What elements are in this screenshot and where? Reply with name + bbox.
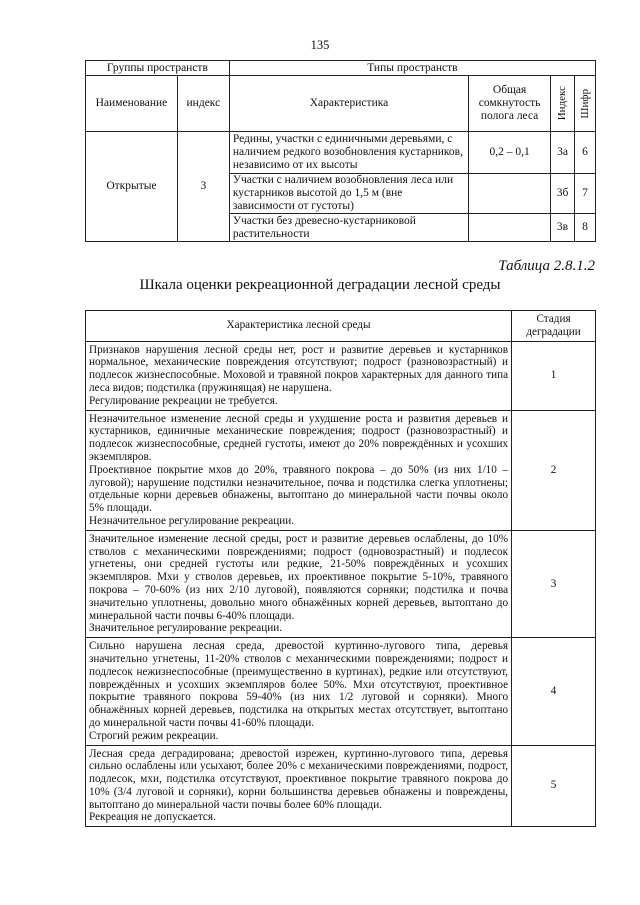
description-text-2: Проективное покрытие мхов до 20%, травяного покрова – до 50% (из них 1/10 – луговой); нарушение подстилки незначительное, почва и подстилка слегка уплотнены; отдельные корни деревьев обнажены, вытоптано до минеральной части почвы около 5% площади. xyxy=(89,463,509,515)
degradation-stage: 5 xyxy=(512,745,596,827)
description-text: Сильно нарушена лесная среда, древостой куртинно-лугового типа, деревья значительно угнетены, 11-20% стволов с механическими повреждениями; подрост и подлесок нежизнеспособные (преимущественно в куртинах), редкие или отсутствуют, повреждённых и усохших экземпляров более 50%. Мхи отсутствуют, проективное покрытие травяного покрова 59-40% (из них 1/2 луговой и сорняки). Много обнажённых корней деревьев, подстилка на открытых местах отсутствует, вытоптано до минеральной части почвы 41-60% площади. xyxy=(89,640,509,729)
space-type-index: 3а xyxy=(551,132,575,174)
space-types-table xyxy=(85,60,596,242)
space-type-char: Участки с наличием возобновления леса или кустарников высотой до 1,5 м (вне зависимости от густоты) xyxy=(229,174,468,214)
degradation-description xyxy=(86,341,512,410)
space-type-char: Участки без древесно-кустарниковой растительности xyxy=(229,214,468,242)
group-name: Открытые xyxy=(86,132,178,242)
description-text: Значительное изменение лесной среды, рост и развитие деревьев ослаблены, до 10% стволов с механическими повреждениями; подрост (одновозрастный) и подлесок угнетены, они средней густоты или редкие, 21-50% повреждённых и усохших экземпляров. Мхи у стволов деревьев, их проективное покрытие 5-10%, травяного покрова – 70-60% (из них 2/10 луговой), появляются сорняки; подстилка и почва значительно уплотнены, довольно много обнажённых корней деревьев, вытоптано до минеральной части почвы 6-40% площади. xyxy=(89,532,509,622)
description-text: Незначительное изменение лесной среды и ухудшение роста и развития деревьев и кустарников, единичные механические повреждения; подрост (разновозрастный) и подлесок жизнеспособные, средней густоты, имеют до 20% повреждённых и усохших экземпляров. xyxy=(89,412,509,463)
space-type-density xyxy=(469,214,551,242)
space-type-index: 3б xyxy=(551,174,575,214)
col-desc-header: Характеристика лесной среды xyxy=(86,311,512,342)
description-text: Лесная среда деградирована; древостой изрежен, куртинно-лугового типа, деревья сильно ослаблены или усыхают, более 20% с механическими повреждениями, подрост, подлесок, мхи, подстилка отсутствуют, проективное покрытие травяного покрова до 10% (3/4 луговой и сорняки), корни большинства деревьев обнажены и повреждены, вытоптано до минеральной части почвы более 60% площади. xyxy=(89,747,509,811)
page-number: 135 xyxy=(310,38,330,52)
col-name-header: Наименование xyxy=(86,76,178,132)
description-text: Признаков нарушения лесной среды нет, рост и развитие деревьев и кустарников нормальное, механические повреждения отсутствуют; подрост (разновозрастный) и подлесок жизнеспособные. Моховой и травяной покров характерных для данного типа леса видов; подстилка (пружинящая) не нарушена. xyxy=(89,343,509,394)
col-stage-header: Стадия деградации xyxy=(512,311,596,342)
description-note: Значительное регулирование рекреации. xyxy=(89,622,282,635)
space-type-code: 7 xyxy=(575,174,596,214)
space-type-density xyxy=(469,174,551,214)
degradation-description xyxy=(86,638,512,745)
description-note: Регулирование рекреации не требуется. xyxy=(89,394,278,407)
table-caption-title: Шкала оценки рекреационной деградации лесной среды xyxy=(139,277,501,293)
description-note: Строгий режим рекреации. xyxy=(89,729,219,742)
degradation-stage: 1 xyxy=(512,341,596,410)
degradation-description xyxy=(86,745,512,827)
space-type-code: 8 xyxy=(575,214,596,242)
degradation-scale-table xyxy=(85,310,596,827)
degradation-description xyxy=(86,530,512,637)
space-type-density: 0,2 – 0,1 xyxy=(469,132,551,174)
degradation-description xyxy=(86,410,512,530)
degradation-stage: 3 xyxy=(512,530,596,637)
description-note: Незначительное регулирование рекреации. xyxy=(89,514,294,527)
group-header: Группы пространств xyxy=(86,61,230,76)
degradation-stage: 4 xyxy=(512,638,596,745)
group-index: 3 xyxy=(177,132,229,242)
degradation-stage: 2 xyxy=(512,410,596,530)
types-header: Типы пространств xyxy=(229,61,595,76)
table-caption-label: Таблица 2.8.1.2 xyxy=(498,258,595,274)
col-index-header: индекс xyxy=(177,76,229,132)
col-code-header: Шифр xyxy=(578,88,591,119)
space-type-code: 6 xyxy=(575,132,596,174)
col-index2-header: Индекс xyxy=(556,86,569,121)
space-type-char: Редины, участки с единичными деревьями, с наличием редкого возобновления кустарников, независимо от их высоты xyxy=(229,132,468,174)
space-type-index: 3в xyxy=(551,214,575,242)
col-char-header: Характеристика xyxy=(229,76,468,132)
description-note: Рекреация не допускается. xyxy=(89,811,216,824)
col-density-header: Общая сомкнутость полога леса xyxy=(469,76,551,132)
